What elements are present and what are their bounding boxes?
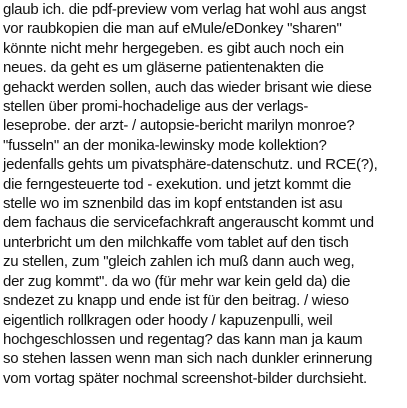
text-line: dem fachaus die servicefachkraft angerauscht kommt und <box>3 214 374 232</box>
text-line: eigentlich rollkragen oder hoody / kapuzenpulli, weil <box>3 311 333 329</box>
text-line: neues. da geht es um gläserne patientenakten die <box>3 59 324 77</box>
text-line: hochgeschlossen und regentag? das kann man ja kaum <box>3 330 363 348</box>
text-paragraph <box>3 0 405 388</box>
text-line: glaub ich. die pdf-preview vom verlag hat wohl aus angst <box>3 1 366 18</box>
text-line: vor raubkopien die man auf eMule/eDonkey "sharen" <box>3 20 342 38</box>
text-line: die ferngesteuerte tod - exekution. und jetzt kommt die <box>3 175 352 193</box>
text-line: jedenfalls gehts um pivatsphäre-datenschutz. und RCE(?), <box>3 156 378 174</box>
text-line: der zug kommt". da wo (für mehr war kein geld da) die <box>3 272 351 290</box>
text-line: stelle wo im sznenbild das im kopf entstanden ist asu <box>3 195 343 213</box>
text-line: so stehen lassen wenn man sich nach dunkler erinnerung <box>3 350 373 368</box>
text-line: vom vortag später nochmal screenshot-bilder durchsieht. <box>3 369 367 387</box>
text-line: gehackt werden sollen, auch das wieder brisant wie diese <box>3 78 372 96</box>
text-line: leseprobe. der arzt- / autopsie-bericht marilyn monroe? <box>3 117 355 135</box>
text-line: sndezet zu knapp und ende ist für den beitrag. / wieso <box>3 292 349 310</box>
text-line: unterbricht um den milchkaffe vom tablet auf den tisch <box>3 233 349 251</box>
text-line: "fusseln" an der monika-lewinsky mode kollektion? <box>3 136 327 154</box>
text-line: stellen über promi-hochadelige aus der verlags- <box>3 98 309 116</box>
text-line: könnte nicht mehr hergegeben. es gibt auch noch ein <box>3 39 344 57</box>
text-line: zu stellen, zum "gleich zahlen ich muß dann auch weg, <box>3 253 355 271</box>
